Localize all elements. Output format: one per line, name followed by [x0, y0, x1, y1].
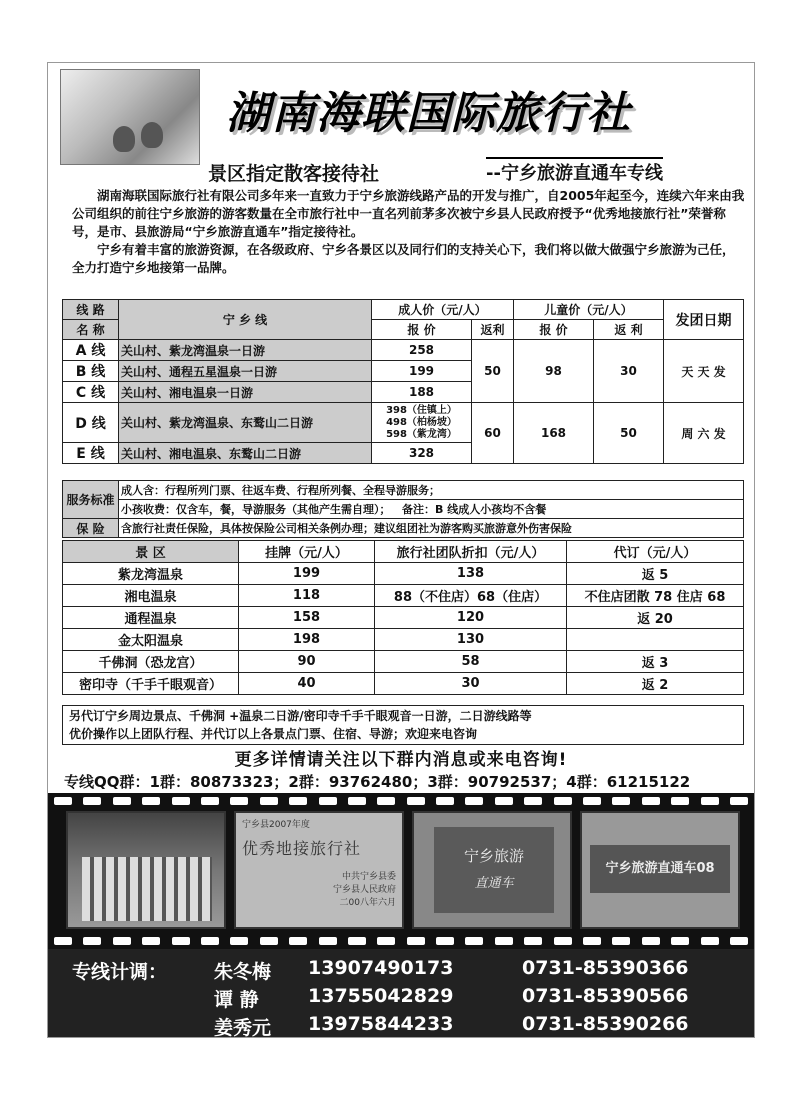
table-cell: 返 5 — [567, 563, 744, 585]
film-strip — [48, 793, 754, 949]
header-cell: 报 价 — [372, 320, 472, 340]
table-cell: 118 — [239, 585, 375, 607]
note-line: 优价操作以上团队行程、并代订以上各景点门票、住宿、导游；欢迎来电咨询 — [69, 727, 478, 741]
header-cell: 挂牌（元/人） — [239, 541, 375, 563]
table-cell: 138 — [375, 563, 567, 585]
header-cell: 儿童价（元/人） — [514, 300, 664, 320]
header-cell: 返 利 — [594, 320, 664, 340]
table-cell: 返 2 — [567, 673, 744, 695]
child-price: 168 — [514, 403, 594, 464]
scenic-spot-table — [62, 540, 744, 695]
header-cell: 旅行社团队折扣（元/人） — [375, 541, 567, 563]
header-cell: 返利 — [472, 320, 514, 340]
table-row — [63, 651, 744, 673]
contact-phone[interactable]: 0731-85390366 — [522, 957, 689, 979]
note-box — [62, 705, 744, 745]
qq-groups: 专线QQ群：1群：80873323；2群：93762480；3群：90792537；4群：61215122 — [64, 773, 691, 791]
departure-date: 天 天 发 — [664, 340, 744, 403]
table-cell: 30 — [375, 673, 567, 695]
table-row — [63, 673, 744, 695]
header-cell: 名 称 — [63, 320, 119, 340]
table-cell: 199 — [239, 563, 375, 585]
film-holes — [54, 797, 748, 805]
table-cell: 120 — [375, 607, 567, 629]
table-cell: 198 — [239, 629, 375, 651]
contact-label: 专线计调： — [72, 961, 168, 983]
table-row — [63, 563, 744, 585]
route-price: 258 — [372, 340, 472, 361]
table-cell: 90 — [239, 651, 375, 673]
header-cell: 成人价（元/人） — [372, 300, 514, 320]
contact-section — [48, 949, 754, 1038]
route-code: B 线 — [63, 361, 119, 382]
route-rebate: 50 — [472, 340, 514, 403]
film-holes — [54, 937, 748, 945]
table-cell: 130 — [375, 629, 567, 651]
intro-text — [72, 187, 746, 277]
hot-spring-photo — [60, 69, 200, 165]
brand-title: 湖南海联国际旅行社 — [226, 88, 631, 139]
service-label: 服务标准 — [63, 481, 119, 519]
table-row — [63, 607, 744, 629]
route-code: A 线 — [63, 340, 119, 361]
table-cell: 58 — [375, 651, 567, 673]
subtitle-right: --宁乡旅游直通车专线 — [486, 157, 663, 185]
table-cell — [567, 629, 744, 651]
table-cell: 金太阳温泉 — [63, 629, 239, 651]
route-desc: 关山村、通程五星温泉一日游 — [119, 361, 372, 382]
route-rebate: 60 — [472, 403, 514, 464]
table-cell: 紫龙湾温泉 — [63, 563, 239, 585]
contact-phone[interactable]: 0731-85390566 — [522, 985, 689, 1007]
service-child: 小孩收费：仅含车，餐，导游服务（其他产生需自理）； 备注：B 线成人小孩均不含餐 — [119, 500, 744, 519]
group-photo — [66, 811, 226, 929]
intro-paragraph: 宁乡有着丰富的旅游资源，在各级政府、宁乡各景区以及同行们的支持关心下，我们将以做大做强宁乡旅游为己任，全力打造宁乡地接第一品牌。 — [72, 242, 735, 275]
contact-mobile[interactable]: 13907490173 — [308, 957, 454, 979]
route-code: C 线 — [63, 382, 119, 403]
route-price: 398（住镇上） 498（柏杨坡） 598（紫龙湾） — [372, 403, 472, 443]
intro-paragraph: 湖南海联国际旅行社有限公司多年来一直致力于宁乡旅游线路产品的开发与推广，自2005年起至今，连续六年来由我公司组织的前往宁乡旅游的游客数量在全市旅行社中一直名列前茅多次被宁乡县人民政府授予“优秀地接旅行社”荣誉称号，是市、县旅游局“宁乡旅游直通车”指定接待社。 — [72, 188, 745, 239]
route-code: D 线 — [63, 403, 119, 443]
insurance-label: 保 险 — [63, 519, 119, 538]
service-table — [62, 480, 744, 538]
table-cell: 不住店团散 78 住店 68 — [567, 585, 744, 607]
header-cell: 景 区 — [63, 541, 239, 563]
route-desc: 关山村、湘电温泉、东鹜山二日游 — [119, 443, 372, 464]
contact-mobile[interactable]: 13755042829 — [308, 985, 454, 1007]
contact-name: 谭 静 — [214, 989, 259, 1011]
banner-photo: 宁乡旅游直通车08 — [580, 811, 740, 929]
person-figure-icon — [113, 126, 135, 152]
header-cell: 线 路 — [63, 300, 119, 320]
header-cell: 报 价 — [514, 320, 594, 340]
route-price: 199 — [372, 361, 472, 382]
flag-photo: 宁乡旅游 直通车 — [412, 811, 572, 929]
route-desc: 关山村、紫龙湾温泉、东鹜山二日游 — [119, 403, 372, 443]
award-plaque-photo: 宁乡县2007年度 优秀地接旅行社 中共宁乡县委 宁乡县人民政府 二00八年六月 — [234, 811, 404, 929]
table-cell: 千佛洞（恐龙宫） — [63, 651, 239, 673]
child-price: 98 — [514, 340, 594, 403]
departure-date: 周 六 发 — [664, 403, 744, 464]
table-row — [63, 585, 744, 607]
contact-name: 姜秀元 — [214, 1017, 272, 1038]
person-figure-icon — [141, 122, 163, 148]
table-cell: 返 3 — [567, 651, 744, 673]
contact-phone[interactable]: 0731-85390266 — [522, 1013, 689, 1035]
table-cell: 返 20 — [567, 607, 744, 629]
child-rebate: 30 — [594, 340, 664, 403]
contact-mobile[interactable]: 13975844233 — [308, 1013, 454, 1035]
table-row — [63, 629, 744, 651]
route-price-table — [62, 299, 744, 464]
child-rebate: 50 — [594, 403, 664, 464]
header-cell: 代订（元/人） — [567, 541, 744, 563]
table-cell: 88（不住店）68（住店） — [375, 585, 567, 607]
route-price: 328 — [372, 443, 472, 464]
route-price: 188 — [372, 382, 472, 403]
insurance-text: 含旅行社责任保险，具体按保险公司相关条例办理；建议组团社为游客购买旅游意外伤害保险 — [119, 519, 744, 538]
contact-name: 朱冬梅 — [214, 961, 272, 983]
table-cell: 密印寺（千手千眼观音） — [63, 673, 239, 695]
route-desc: 关山村、湘电温泉一日游 — [119, 382, 372, 403]
header-cell: 宁 乡 线 — [119, 300, 372, 340]
table-cell: 40 — [239, 673, 375, 695]
table-cell: 湘电温泉 — [63, 585, 239, 607]
flyer-page — [47, 62, 755, 1038]
header-cell: 发团日期 — [664, 300, 744, 340]
subtitle-left: 景区指定散客接待社 — [208, 163, 380, 185]
table-cell: 158 — [239, 607, 375, 629]
route-code: E 线 — [63, 443, 119, 464]
more-info-heading: 更多详情请关注以下群内消息或来电咨询! — [234, 750, 568, 770]
service-adult: 成人含：行程所列门票、往返车费、行程所列餐、全程导游服务； — [119, 481, 744, 500]
route-desc: 关山村、紫龙湾温泉一日游 — [119, 340, 372, 361]
note-line: 另代订宁乡周边景点、千佛洞 +温泉二日游/密印寺千手千眼观音一日游，二日游线路等 — [69, 709, 532, 723]
table-cell: 通程温泉 — [63, 607, 239, 629]
